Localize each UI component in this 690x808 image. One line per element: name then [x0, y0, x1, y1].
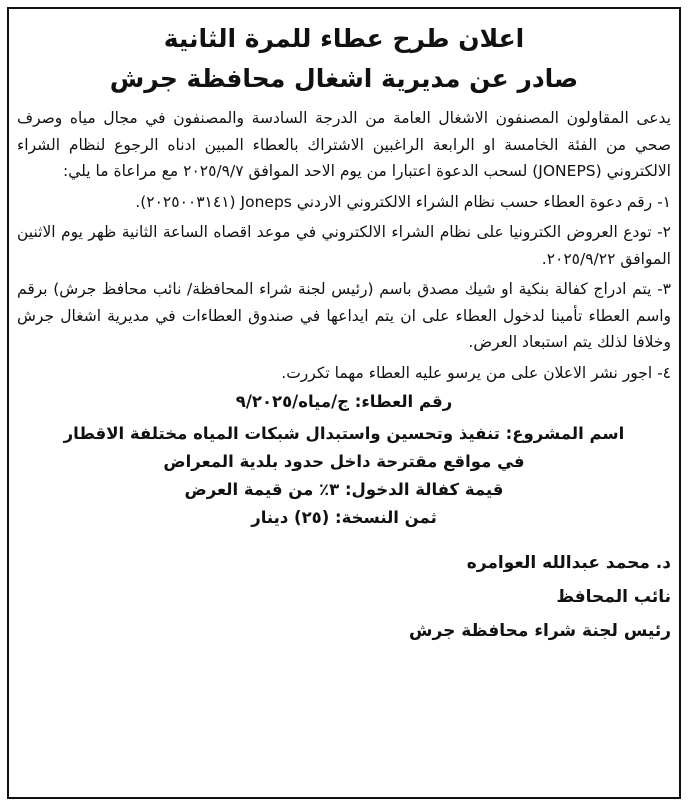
project-name-line-1: اسم المشروع: تنفيذ وتحسين واستبدال شبكات المياه مختلفة الاقطار	[63, 424, 625, 443]
condition-item-2: ٢- تودع العروض الكترونيا على نظام الشراء الالكتروني في موعد اقصاه الساعة الثانية ظهر يوم الاثنين الموافق ٢٠٢٥/٩/٢٢.	[17, 223, 671, 268]
entry-guarantee: قيمة كفالة الدخول: ٣٪ من قيمة العرض	[184, 480, 504, 499]
project-name-line-2: في مواقع مقترحة داخل حدود بلدية المعراض	[163, 452, 525, 471]
condition-item-4: ٤- اجور نشر الاعلان على من يرسو عليه العطاء مهما تكررت.	[281, 363, 671, 382]
signature-block	[17, 546, 671, 648]
title-line-1: اعلان طرح عطاء للمرة الثانية	[163, 24, 525, 53]
condition-item-1: ١- رقم دعوة العطاء حسب نظام الشراء الالكتروني الاردني Joneps (٢٠٢٥٠٠٣١٤١).	[135, 192, 671, 211]
signatory-position-1: نائب المحافظ	[556, 587, 671, 607]
signatory-name: د. محمد عبدالله العوامره	[466, 553, 671, 573]
announcement-border	[7, 7, 681, 799]
announcement-content	[17, 19, 671, 648]
tender-number: رقم العطاء: ج/مياه/٩/٢٠٢٥	[235, 392, 453, 411]
copy-price: ثمن النسخة: (٢٥) دينار	[251, 508, 437, 527]
condition-item-3: ٣- يتم ادراج كفالة بنكية او شيك مصدق باسم (رئيس لجنة شراء المحافظة/ نائب محافظ جرش) برقم واسم العطاء تأمينا لدخول العطاء على ان يتم ايداعها في صندوق العطاءات في مديرية اشغال جرش وخلافا لذلك يتم استبعاد العرض.	[17, 280, 671, 351]
intro-paragraph: يدعى المقاولون المصنفون الاشغال العامة من الدرجة السادسة والمصنفون في مجال مياه وصرف صحي من الفئة الخامسة او الرابعة الراغبين الاشتراك بالعطاء المبين ادناه الرجوع لنظام الشراء الالكتروني (JONEPS) لسحب الدعوة اعتبارا من يوم الاحد الموافق ٢٠٢٥/٩/٧ مع مراعاة ما يلي:	[17, 109, 671, 180]
signatory-position-2: رئيس لجنة شراء محافظة جرش	[409, 621, 671, 641]
title-line-2: صادر عن مديرية اشغال محافظة جرش	[109, 64, 579, 93]
